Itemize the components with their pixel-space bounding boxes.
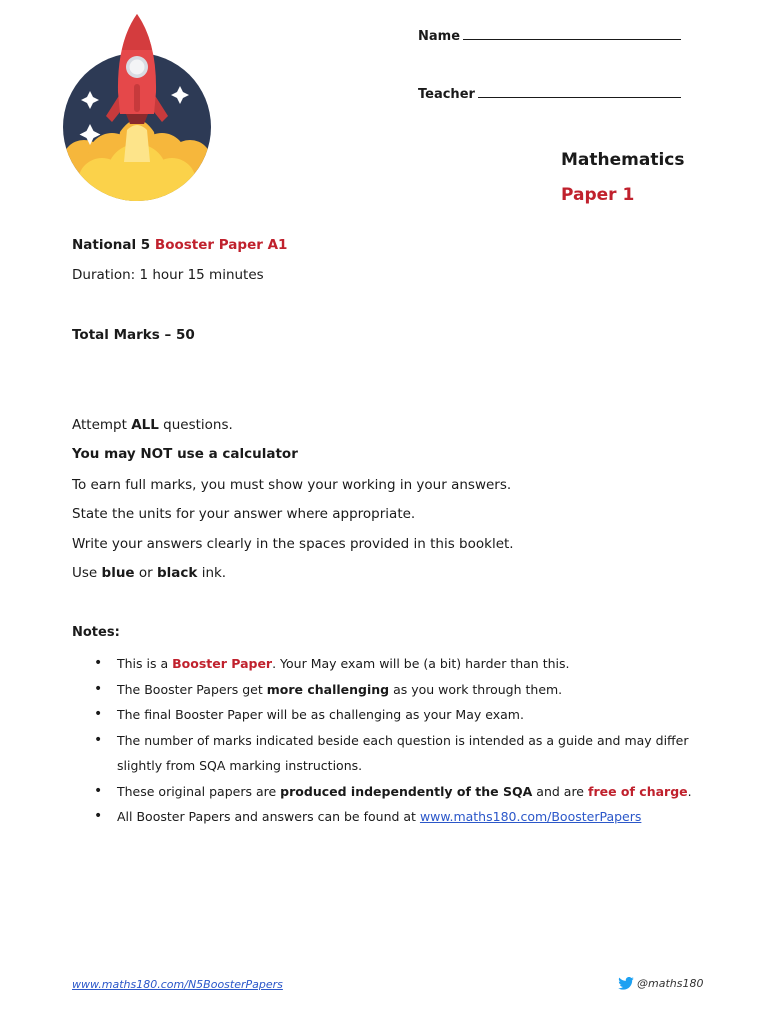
note-text: slightly from SQA marking instructions. <box>117 758 363 773</box>
ink-or: or <box>138 565 153 581</box>
name-field[interactable] <box>418 26 681 44</box>
attempt-all: ALL <box>131 417 159 433</box>
note-item <box>88 702 692 728</box>
booster-paper-label: Booster Paper A1 <box>154 237 288 253</box>
note-text: All Booster Papers and answers can be found at <box>117 809 416 824</box>
note-text: as you work through them. <box>393 681 563 697</box>
attempt-questions: questions. <box>163 417 233 433</box>
notes-heading: Notes: <box>72 625 120 640</box>
paper-title: Paper 1 <box>561 185 635 205</box>
instruction-attempt <box>72 417 233 433</box>
level-label: National 5 <box>72 237 151 253</box>
instruction-units: State the units for your answer where appropriate. <box>72 506 416 522</box>
note-item <box>88 728 692 779</box>
note-item <box>88 651 692 677</box>
name-label: Name <box>418 29 461 44</box>
subject-title: Mathematics <box>561 150 685 170</box>
footer-twitter[interactable] <box>618 977 703 990</box>
note-text: . Your May exam will be (a bit) harder than this. <box>272 656 570 671</box>
ink-use: Use <box>72 565 98 581</box>
note-text: The number of marks indicated beside each question is intended as a guide and may differ <box>117 732 689 748</box>
note-highlight: Booster Paper <box>172 656 273 671</box>
instruction-calculator: You may NOT use a calculator <box>72 446 298 462</box>
note-emphasis: produced independently of the SQA <box>280 783 533 799</box>
twitter-bird-icon <box>618 977 634 990</box>
attempt-text: Attempt <box>72 417 127 433</box>
note-text: The Booster Papers get <box>117 681 263 697</box>
instruction-ink <box>72 565 226 581</box>
note-text: . <box>687 783 692 799</box>
paper-heading <box>72 237 287 253</box>
teacher-input-line[interactable] <box>478 84 681 98</box>
note-text: These original papers are <box>117 783 277 799</box>
footer-link[interactable]: www.maths180.com/N5BoosterPapers <box>72 978 283 991</box>
note-text: and are <box>536 783 585 799</box>
teacher-label: Teacher <box>418 87 475 102</box>
note-item <box>88 779 692 805</box>
rocket-logo-icon <box>62 12 214 204</box>
duration: Duration: 1 hour 15 minutes <box>72 267 264 283</box>
note-text: The final Booster Paper will be as challenging as your May exam. <box>117 707 524 722</box>
instruction-spaces: Write your answers clearly in the spaces provided in this booklet. <box>72 536 514 552</box>
teacher-field[interactable] <box>418 84 681 102</box>
ink-black: black <box>157 565 198 581</box>
ink-end: ink. <box>201 565 227 581</box>
instruction-working: To earn full marks, you must show your working in your answers. <box>72 477 512 493</box>
total-marks: Total Marks – 50 <box>72 327 195 343</box>
note-item <box>88 804 692 830</box>
ink-blue: blue <box>101 565 135 581</box>
rocket-logo <box>62 12 214 204</box>
note-emphasis: more challenging <box>266 681 390 697</box>
note-highlight: free of charge <box>588 783 688 799</box>
note-item <box>88 677 692 703</box>
note-text: This is a <box>117 656 169 671</box>
twitter-handle: @maths180 <box>637 977 704 990</box>
name-input-line[interactable] <box>463 26 681 40</box>
booster-papers-link[interactable]: www.maths180.com/BoosterPapers <box>419 809 642 824</box>
notes-list <box>88 651 692 830</box>
